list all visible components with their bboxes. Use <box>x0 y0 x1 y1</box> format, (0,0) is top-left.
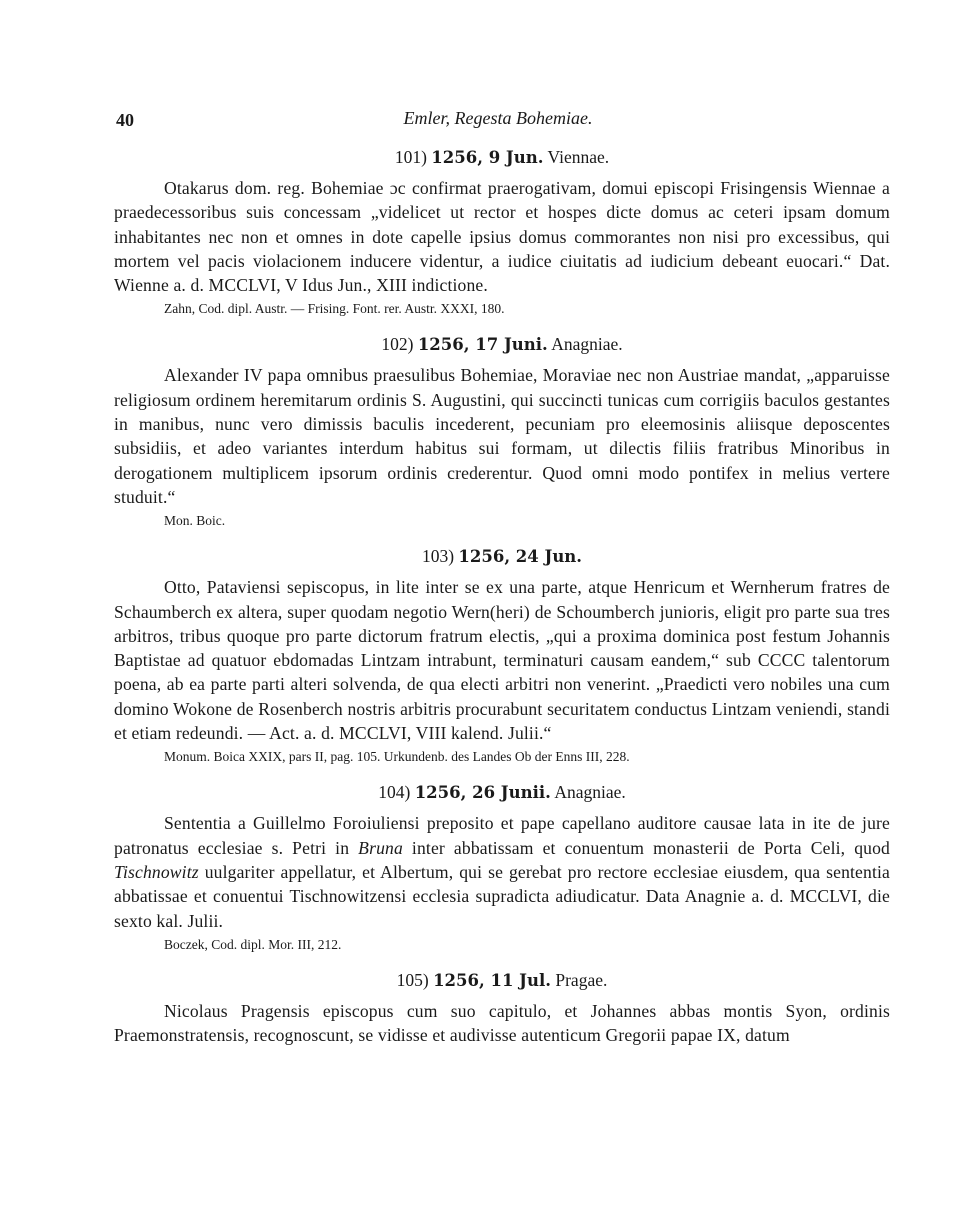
entry-heading <box>114 544 890 569</box>
entry-text: Otto, Pataviensi sepiscopus, in lite inter se ex una parte, atque Henricum et Wernherum fratres de Schaumberch ex altera, super quodam negotio Wern(heri) de Schoumberch junioris, eligit pro parte sua tres arbitros, tribus quoque pro parte dictorum fratrum electis, „qui a proxima dominica post festum Johannis Baptistae ad quatuor ebdomadas Lintzam intrabunt, terminaturi causam eandem,“ sub CCCC talentorum poena, ab ea parte parti alteri solvenda, de qua electi arbitri non venerint. „Praedicti vero nobiles una cum domino Wokone de Rosenberch nostris arbitris procurabunt securitatem conductus Lintzam veniendi, standi et etiam redeundi. — Act. a. d. MCCLVI, VIII kalend. Julii.“ <box>114 577 890 744</box>
place-name-bruna: Bruna <box>358 837 403 858</box>
running-title: Emler, Regesta Bohemiae. <box>403 108 593 128</box>
entry-heading <box>114 145 890 170</box>
running-header <box>116 104 880 134</box>
entry-number: 102) <box>381 334 414 355</box>
entry-date: 1256, 11 Jul. <box>433 970 551 990</box>
entry-103 <box>114 544 890 766</box>
entry-heading <box>114 332 890 357</box>
entry-number: 101) <box>394 147 427 167</box>
entry-source: Zahn, Cod. dipl. Austr. — Frising. Font. rer. Austr. XXXI, 180. <box>164 301 505 317</box>
entry-104 <box>114 780 890 953</box>
entry-place: Pragae. <box>555 969 608 990</box>
entry-number: 104) <box>378 782 411 803</box>
entry-source: Boczek, Cod. dipl. Mor. III, 212. <box>164 936 342 952</box>
entry-heading <box>114 968 890 993</box>
entry-place: Anagniae. <box>551 334 623 355</box>
entry-date: 1256, 26 Junii. <box>414 783 551 803</box>
entry-date: 1256, 24 Jun. <box>458 547 583 567</box>
entry-source: Mon. Boic. <box>164 513 226 529</box>
entry-text <box>114 811 890 932</box>
entry-date: 1256, 9 Jun. <box>431 148 544 167</box>
entry-heading <box>114 780 890 805</box>
page-number: 40 <box>116 110 134 130</box>
entry-source: Monum. Boica XXIX, pars II, pag. 105. Urkundenb. des Landes Ob der Enns III, 228. <box>164 749 630 765</box>
entry-number: 103) <box>421 546 455 567</box>
entry-105 <box>114 968 890 1048</box>
entry-text-part: inter abbatissam et conuentum monasterii de Porta Celi, quod <box>402 837 890 858</box>
place-name-tischnowitz: Tischnowitz <box>114 861 199 882</box>
regesta-entries <box>114 145 890 1061</box>
entry-102 <box>114 332 890 530</box>
entry-text-part: uulgariter appellatur, et Albertum, qui se gerebat pro rectore ecclesiae eiusdem, qua sententia abbatissae et conuentui Tischnowitzensi ecclesia supradicta adiudicatur. Data Anagnie a. d. MCCLVI, die sexto kal. Julii. <box>114 861 890 931</box>
entry-place: Anagniae. <box>554 782 626 803</box>
entry-101 <box>114 145 890 318</box>
entry-text: Alexander IV papa omnibus praesulibus Bohemiae, Moraviae nec non Austriae mandat, „apparuisse religiosum ordinem heremitarum ordinis S. Augustini, qui succincti tunicas cum corrigiis baculos gestantes in manibus, nunc vero dimissis baculis incederent, pecuniam pro eleemosinis aliisque deposcentes subsidiis, et adeo variantes interdum habitus sui formam, ut dilectis filiis fratribus Minoribus in derogationem multiplicem ipsorum ordinis crederentur. Quod omni modo pontifex in melius vertere studuit.“ <box>114 365 890 507</box>
entry-date: 1256, 17 Juni. <box>417 335 548 355</box>
entry-text: Nicolaus Pragensis episcopus cum suo capitulo, et Johannes abbas montis Syon, ordinis Praemonstratensis, recognoscunt, se vidisse et audivisse autenticum Gregorii papae IX, datum <box>114 1000 890 1046</box>
entry-text-part: Sententia a Guillelmo Foroiuliensi preposito et pape capellano auditore causae lata in ite de jure patronatus ecclesiae s. Petri in <box>114 813 890 858</box>
entry-place: Viennae. <box>547 147 610 167</box>
entry-number: 105) <box>396 969 429 990</box>
entry-text: Otakarus dom. reg. Bohemiae ɔc confirmat praerogativam, domui episcopi Frisingensis Wiennae a praedecessoribus suis concessam „videlicet ut rector et hospes dicte domus ac ceteri ipsam domum inhabitantes nec non et omnes in dote capelle ipsius domus commorantes non nisi pro excessibus, qui mortem vel pacis violacionem inducere videntur, a iudice ciuitatis ad iudicium debeant euocari.“ Dat. Wienne a. d. MCCLVI, V Idus Jun., XIII indictione. <box>114 178 890 296</box>
